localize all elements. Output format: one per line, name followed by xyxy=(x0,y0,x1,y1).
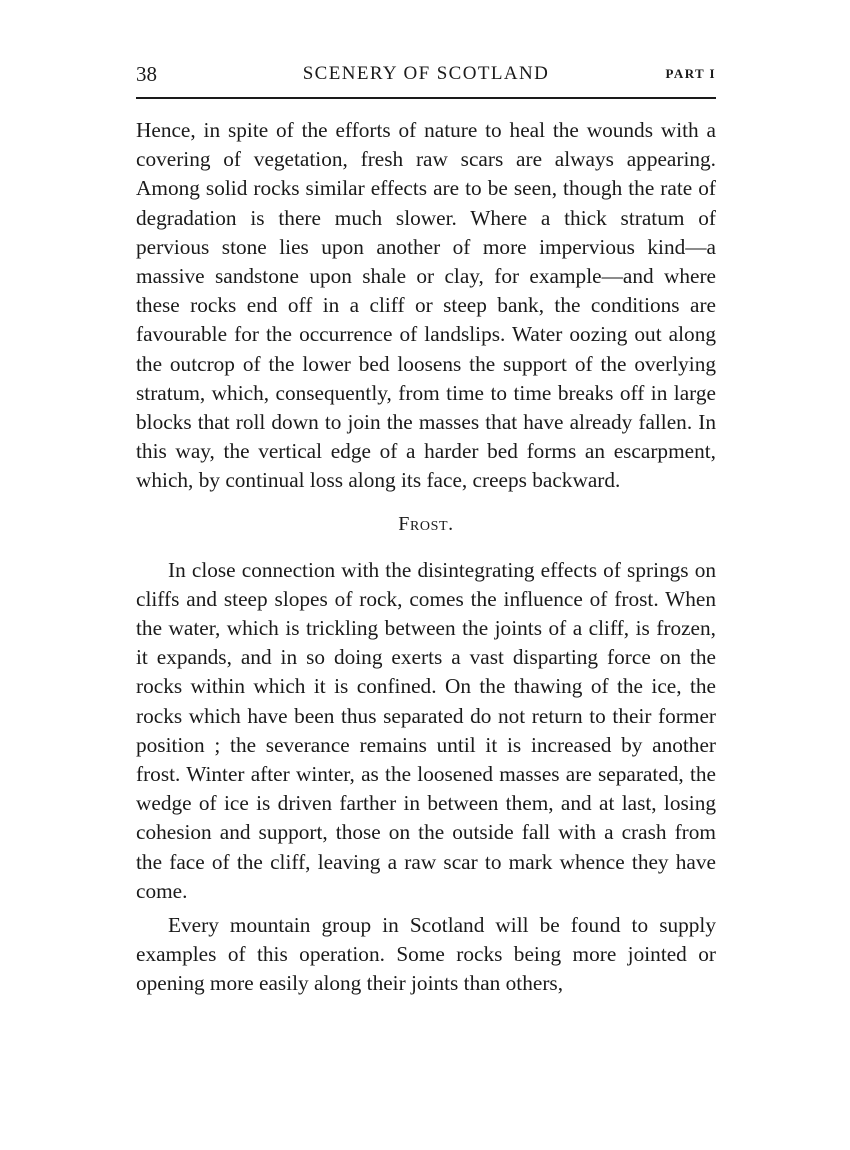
section-heading-frost: Frost. xyxy=(398,512,454,535)
running-header xyxy=(136,58,716,90)
paragraph-mountain-groups: Every mountain group in Scotland will be found to supply examples of this operation. Some rocks being more jointed or opening more easily along their joints than others, xyxy=(136,913,716,996)
paragraph-landslips: Hence, in spite of the efforts of nature to heal the wounds with a covering of vegetation, fresh raw scars are always appearing. Among solid rocks similar effects are to be seen, though the rate of degradation is there much slower. Where a thick stratum of pervious stone lies upon another of more impervious kind—a massive sandstone upon shale or clay, for example—and where these rocks end off in a cliff or steep bank, the conditions are favourable for the occurrence of landslips. Water oozing out along the outcrop of the lower bed loosens the support of the overlying stratum, which, consequently, from time to time breaks off in large blocks that roll down to join the masses that have already fallen. In this way, the vertical edge of a harder bed forms an escarpment, which, by continual loss along its face, creeps backward. xyxy=(136,118,716,493)
running-title: SCENERY OF SCOTLAND xyxy=(302,63,550,84)
page-number: 38 xyxy=(136,62,157,86)
paragraph-frost: In close connection with the disintegrating effects of springs on cliffs and steep slopes of rock, comes the influence of frost. When the water, which is trickling between the joints of a cliff, is frozen, it expands, and in so doing exerts a vast disparting force on the rocks within which it is confined. On the thawing of the ice, the rocks which have been thus separated do not return to their former position ; the severance remains until it is increased by another frost. Winter after winter, as the loosened masses are separated, the wedge of ice is driven farther in between them, and at last, losing cohesion and support, those on the outside fall with a crash from the face of the cliff, leaving a raw scar to mark whence they have come. xyxy=(136,557,716,903)
body-text xyxy=(136,116,716,999)
header-rule xyxy=(136,97,716,99)
part-label: PART I xyxy=(665,66,716,81)
